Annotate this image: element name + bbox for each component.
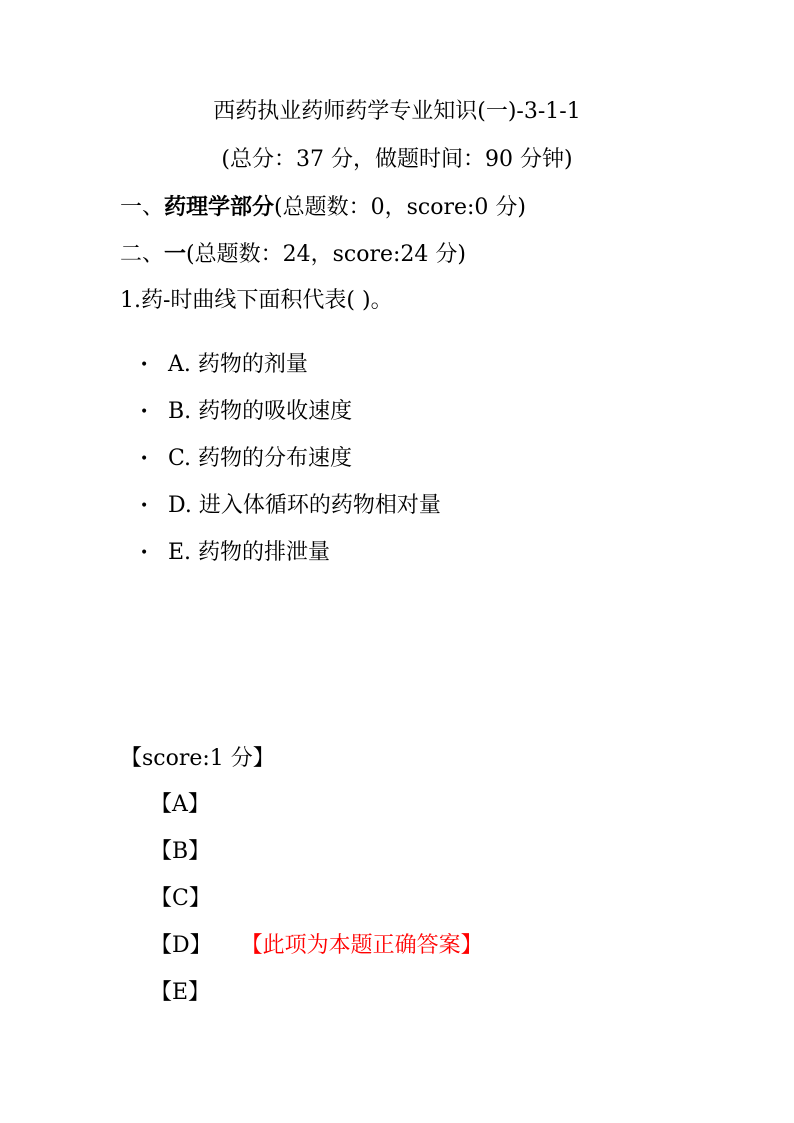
page-subtitle: (总分：37 分，做题时间：90 分钟): [221, 147, 573, 172]
section-2-stats: (总题数：24，score:24 分): [186, 242, 466, 267]
option-e: [140, 538, 330, 568]
answer-choice-b: 【B】: [150, 839, 211, 864]
section-2-prefix: 二、: [120, 242, 165, 267]
option-a: [140, 350, 308, 380]
bullet-icon: •: [140, 498, 149, 514]
option-b: [140, 397, 352, 427]
section-2-name: 一: [164, 241, 187, 267]
bullet-icon: •: [140, 357, 149, 373]
bullet-icon: •: [140, 545, 149, 561]
option-b-text: B. 药物的吸收速度: [168, 399, 353, 424]
section-1-stats: (总题数：0，score:0 分): [274, 195, 526, 220]
bullet-icon: •: [140, 451, 149, 467]
answer-score: 【score:1 分】: [120, 746, 275, 771]
option-d: [140, 491, 441, 521]
option-a-text: A. 药物的剂量: [168, 352, 308, 377]
section-2-heading: [120, 239, 466, 270]
correct-answer-marker: 【此项为本题正确答案】: [251, 933, 483, 958]
page-title: 西药执业药师药学专业知识(一)-3-1-1: [213, 99, 581, 124]
answer-choice-c: 【C】: [150, 886, 211, 911]
option-c-text: C. 药物的分布速度: [168, 446, 353, 471]
section-1-name: 药理学部分: [164, 194, 275, 220]
question-text: 1.药-时曲线下面积代表( )。: [120, 288, 393, 313]
answer-choice-a: 【A】: [150, 792, 210, 817]
option-e-text: E. 药物的排泄量: [168, 540, 331, 565]
option-c: [140, 444, 352, 474]
option-d-text: D. 进入体循环的药物相对量: [168, 493, 441, 518]
answer-choice-d: 【D】: [150, 933, 212, 958]
section-1-prefix: 一、: [120, 195, 165, 220]
answer-choice-d-row: [150, 931, 483, 961]
answer-choice-e: 【E】: [150, 980, 211, 1005]
bullet-icon: •: [140, 404, 149, 420]
section-1-heading: [120, 192, 526, 223]
